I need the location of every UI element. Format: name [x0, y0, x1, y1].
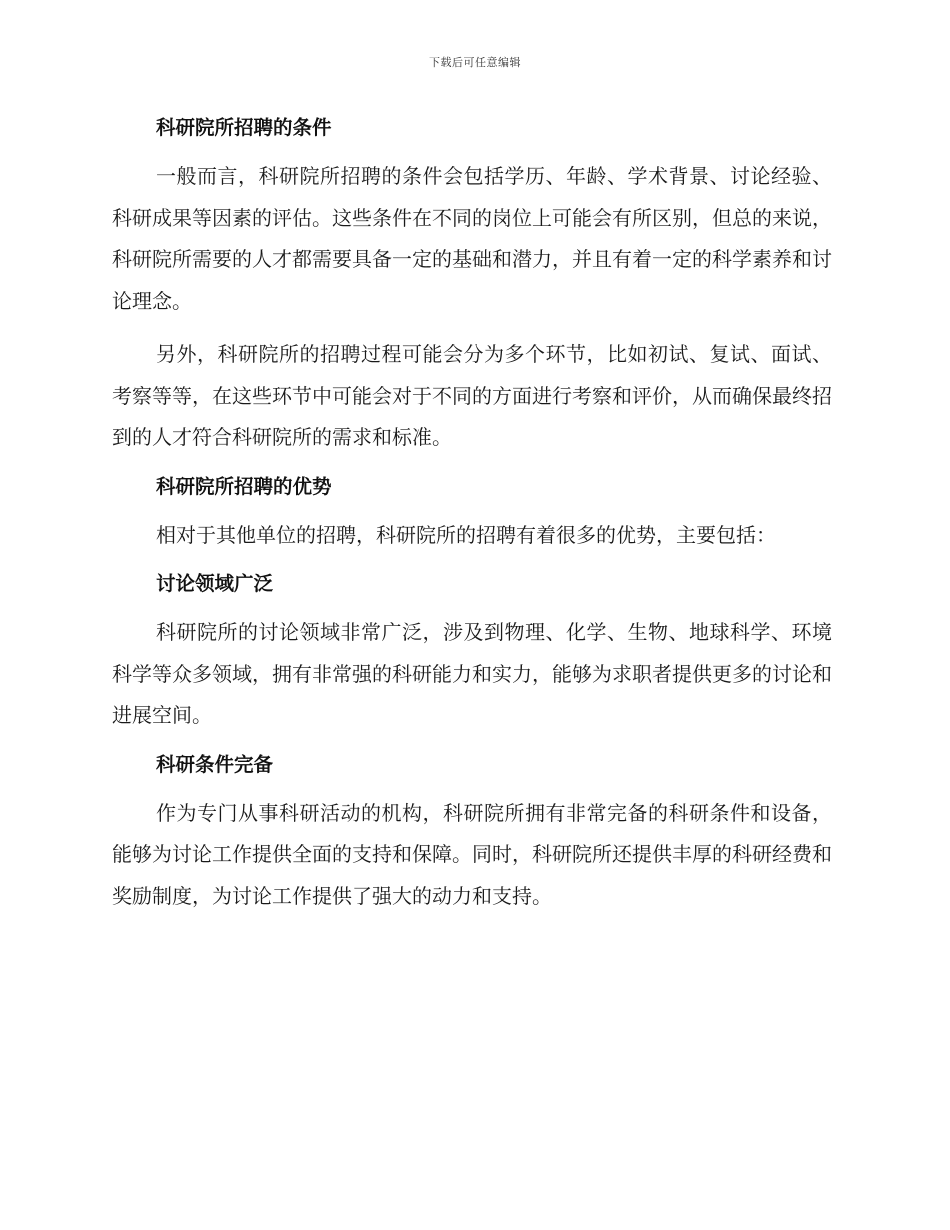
section-heading-research-conditions: 科研条件完备 — [156, 752, 274, 776]
paragraph-conditions-2: 另外，科研院所的招聘过程可能会分为多个环节，比如初试、复试、面试、考察等等，在这些环节中可能会对于不同的方面进行考察和评价，从而确保最终招到的人才符合科研院所的需求和标准。 — [112, 342, 832, 449]
section-heading-advantages: 科研院所招聘的优势 — [156, 474, 332, 498]
document-body — [112, 112, 832, 917]
paragraph-research-fields-1: 科研院所的讨论领域非常广泛，涉及到物理、化学、生物、地球科学、环境科学等众多领域，拥有非常强的科研能力和实力，能够为求职者提供更多的讨论和进展空间。 — [112, 620, 832, 727]
paragraph-research-conditions-1: 作为专门从事科研活动的机构，科研院所拥有非常完备的科研条件和设备，能够为讨论工作提供全面的支持和保障。同时，科研院所还提供丰厚的科研经费和奖励制度，为讨论工作提供了强大的动力和支持。 — [112, 800, 832, 908]
page-header: 下载后可任意编辑 — [429, 56, 521, 69]
section-heading-research-fields: 讨论领域广泛 — [156, 572, 274, 595]
paragraph-advantages-1: 相对于其他单位的招聘，科研院所的招聘有着很多的优势，主要包括： — [156, 522, 776, 547]
paragraph-conditions-1: 一般而言，科研院所招聘的条件会包括学历、年龄、学术背景、讨论经验、科研成果等因素的评估。这些条件在不同的岗位上可能会有所区别，但总的来说，科研院所需要的人才都需要具备一定的基础和潜力，并且有着一定的科学素养和讨论理念。 — [112, 164, 832, 313]
section-heading-conditions: 科研院所招聘的条件 — [156, 116, 332, 139]
